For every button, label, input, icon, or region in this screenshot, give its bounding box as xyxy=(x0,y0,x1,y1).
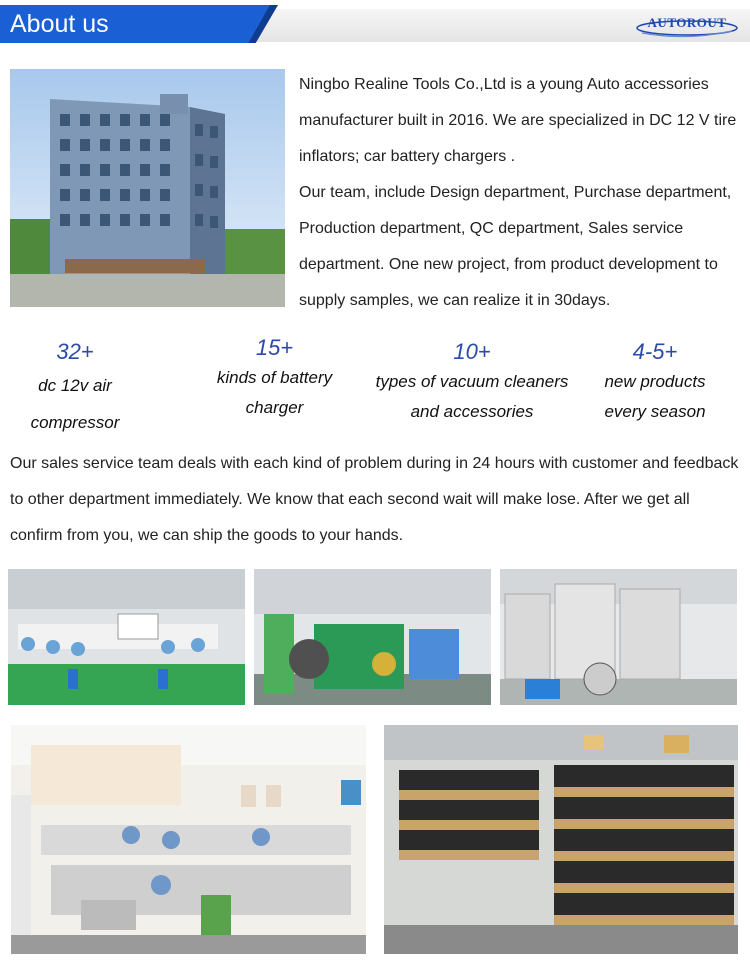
stat-battery-charger xyxy=(197,333,352,423)
company-building-photo xyxy=(10,69,285,307)
stat-label-line2: every season xyxy=(604,402,706,421)
stat-label-line2: and accessories xyxy=(410,402,534,421)
wire-machine-photo xyxy=(254,569,491,705)
section-header xyxy=(0,0,750,46)
brand-logo-text: AUTOROUT xyxy=(647,15,727,30)
assembly-line-photo xyxy=(8,569,245,705)
stat-label-line1: kinds of battery xyxy=(216,368,333,387)
stat-value: 4-5+ xyxy=(632,339,678,364)
intro-paragraph-1: Ningbo Realine Tools Co.,Ltd is a young Auto accessories manufacturer built in 2016. We are specialized in DC 12 V tire inflators; car battery chargers . xyxy=(299,76,737,165)
production-machine-photo xyxy=(500,569,737,705)
office-photo xyxy=(11,725,366,954)
stat-vacuum-cleaners xyxy=(364,337,580,427)
stat-new-products xyxy=(585,337,725,427)
stat-value: 32+ xyxy=(56,339,94,364)
stat-label-line1: types of vacuum cleaners xyxy=(375,372,569,391)
stat-value: 15+ xyxy=(255,335,294,360)
warehouse-stock-photo xyxy=(384,725,738,954)
stat-label-line1: new products xyxy=(604,372,706,391)
brand-logo[interactable] xyxy=(632,11,742,39)
stat-label-line2: charger xyxy=(245,398,304,417)
stat-label-line2: compressor xyxy=(30,413,120,432)
stat-air-compressor xyxy=(10,337,140,441)
page-title: About us xyxy=(10,10,109,38)
stat-value: 10+ xyxy=(453,339,491,364)
stat-label-line1: dc 12v air xyxy=(38,376,112,395)
intro-paragraph-2: Our team, include Design department, Purchase department, Production department, QC department, Sales service department. One new project, from product development to supply samples, we can realize it in 30days. xyxy=(299,184,732,309)
company-intro xyxy=(299,67,744,319)
sales-service-text: Our sales service team deals with each kind of problem during in 24 hours with customer and feedback to other department immediately. We know that each second wait will make lose. After we get all confirm from you, we can ship the goods to your hands. xyxy=(10,455,739,544)
